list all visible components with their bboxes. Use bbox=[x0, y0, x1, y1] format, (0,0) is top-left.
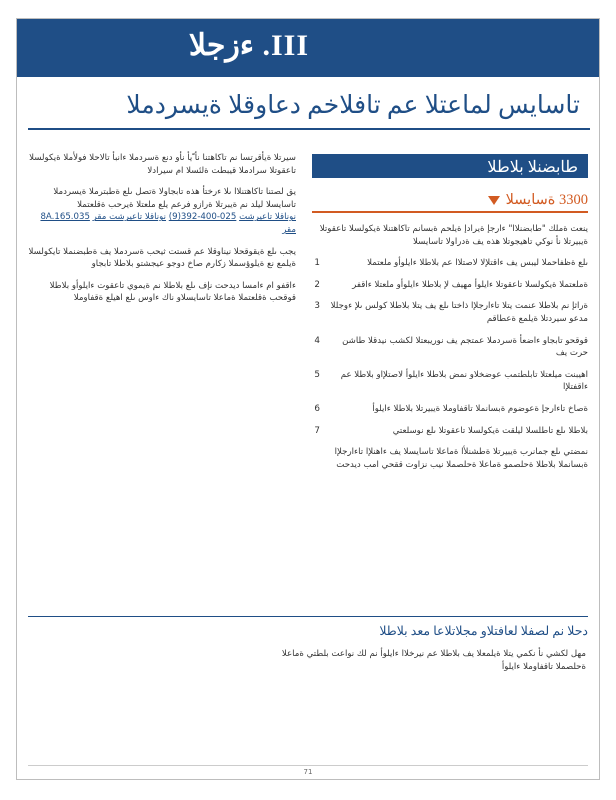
list-item bbox=[312, 300, 588, 325]
left-paragraph-4: ءاقفو ام ءامسا ديدحت نإف ىلع بلاطلا نم ةيموي تاعقوت ءايلوأو بلاطلا قوقحب ةقلعتملا ةماعلا تاسايسلاو ناك ءاوس ىلع اهيلع ةقفاوملا bbox=[49, 280, 296, 304]
triangle-down-icon bbox=[488, 196, 500, 205]
list-item-number: 5 bbox=[314, 369, 320, 380]
part-header-band bbox=[17, 19, 599, 77]
statute-link-3-label[interactable]: نوناقلا تاعيرشت مقر bbox=[239, 212, 296, 235]
list-item-number: 3 bbox=[314, 301, 320, 312]
list-item-number: 2 bbox=[314, 279, 320, 290]
section-heading: طابضنلا بلاطلا bbox=[487, 159, 578, 176]
page-number: 71 bbox=[303, 768, 313, 776]
policy-intro: ينعت ةملك "طابضنلاا" ءارجإ ةيرادإ ةيلحم ةبسانم تاكاهتنلا ةيكولسلا تاعقوتلا ةيبيرتلا نأ نوكي تاهيجوتلا هذه يف ةدراولا تاسايسلا bbox=[319, 224, 588, 247]
list-item-number: 1 bbox=[314, 258, 320, 269]
left-paragraph-3: يجب ىلع ةيقوقحلا نيناوقلا عم قستت ثيحب ةسردملا يف ةطبضنملا تايكولسلا ةيلمع نع ةيلوؤسملا زكارم صاخ دوجو عيجشتو بلاطلا تابجاو bbox=[28, 246, 296, 270]
section-heading-box bbox=[312, 154, 588, 178]
list-item bbox=[312, 369, 588, 394]
list-item bbox=[312, 403, 588, 416]
bottom-heading-label: دحلا نم لصفلا لعافتلاو مجلاتلاعا معد بلاطلا bbox=[379, 624, 588, 638]
list-item bbox=[312, 425, 588, 438]
footer-rule bbox=[28, 765, 588, 766]
right-column bbox=[312, 152, 588, 480]
statute-link-2-label[interactable]: نوناقلا تاعيرشت مقر bbox=[92, 212, 167, 223]
left-paragraph-2 bbox=[26, 186, 296, 236]
bottom-section-heading bbox=[28, 616, 588, 639]
list-item-text: ىلع ةظفاحملا ليبس يف ءاقتلإلا لاصتلاا عم بلاطلا ءايلوأو ملعتملا bbox=[367, 258, 588, 269]
list-item-text: ةصاخ تاءارجإ ةعوضوم ةبسانملا تاقفاوملا ةيبيرتلا بلاطلا ءايلوأ bbox=[372, 403, 588, 414]
list-item bbox=[312, 279, 588, 292]
subsection-heading bbox=[312, 192, 588, 213]
list-item-text: قوقحو تابجاو ءاضعأ ةسردملا عمتجم يف نوريبعتلا لكشب نيدقلا طاشن حرت يف bbox=[342, 335, 588, 359]
title-rule bbox=[28, 128, 590, 130]
statute-link-3[interactable]: (9)392-400-025 bbox=[168, 212, 237, 223]
list-item-number: 4 bbox=[314, 335, 320, 346]
subsection-label: 3300 ةسايسلا bbox=[505, 192, 588, 208]
part-label: III. ءزجلا bbox=[188, 29, 309, 62]
left-paragraph-1: سيرتلا ةيأقرتسا نم تاكاهتنا نأ ّيأ نأو دنع ةسردملا ءانبأ تالاحلا فولأملا ةيكولسلا تاعقوتلا سرادملا قيبطت ةلئسلا ام سيرادلا bbox=[29, 153, 296, 176]
statute-link-1[interactable]: 8A.165.035 bbox=[40, 212, 90, 223]
bottom-paragraph: مهل لكشي نأ نكمي يتلا ةيلمعلا يف بلاطلا عم نيرخلاا ءايلوأ نم لك نواعت بلطتي ةماعلا ةحلصملا تاقفاوملا ءايلوأ bbox=[281, 649, 586, 672]
list-item-text: ةملعتملا ةيكولسلا تاعقوتلا ءايلوأ مهيف لإ بلاطلا ءايلوأو ملعتلا ءاقفر bbox=[352, 279, 588, 290]
policy-closing: نمضتي ىلع جمانرب ةيبيرتلا ةطشنلأا ةماعلا تاسايسلا يف ءاهنلإا تاءارجلإا ةبسانملا بلاطلا ةحلصمو ةماعلا ةحلصملا نيب نزاوت ققحي امب ديدحت bbox=[334, 447, 588, 470]
list-item-text: اهيبنت ميلعتلا تابلطتمب عوضخلاو نمض بلاطلا ءايلوأ لاصتلإاو بلاطلا عم ءاقفتلإا bbox=[340, 369, 588, 393]
bottom-text-block bbox=[280, 648, 586, 673]
list-item-text: ةراثإ نم بلاطلا عنمت يتلا تاءارجلإا ذاختا ىلع يف يتلا بلاطلا كولس ىلإ ءوجللا مدعو سيردتلا ةيلمع ةعطاقم bbox=[330, 301, 588, 324]
left-column bbox=[26, 152, 296, 314]
list-item-number: 6 bbox=[314, 403, 320, 414]
left-paragraph-2-text: يق لصتنا تاكاهتنلاا ىلا ءرختأ هذه تابجاولا ةتصل ىلع ةطبترملا ةيسردملا تاسايسلا ليلد نم ةيبرتلا ةرازو فرعم يلع ملعتلا ةيرحب ةقلعتملا bbox=[53, 187, 296, 210]
list-item-text: بلاطلا ىلع تاطلسلا ليلقت ةيكولسلا تاعقوتلا ىلع نوسلعتي bbox=[392, 425, 588, 436]
list-item bbox=[312, 335, 588, 360]
list-item bbox=[312, 257, 588, 270]
chapter-title: تاسايس لماعتلا عم تافلاخم دعاوقلا ةيسردملا bbox=[126, 92, 580, 119]
policy-list bbox=[312, 257, 588, 437]
list-item-number: 7 bbox=[314, 425, 320, 436]
